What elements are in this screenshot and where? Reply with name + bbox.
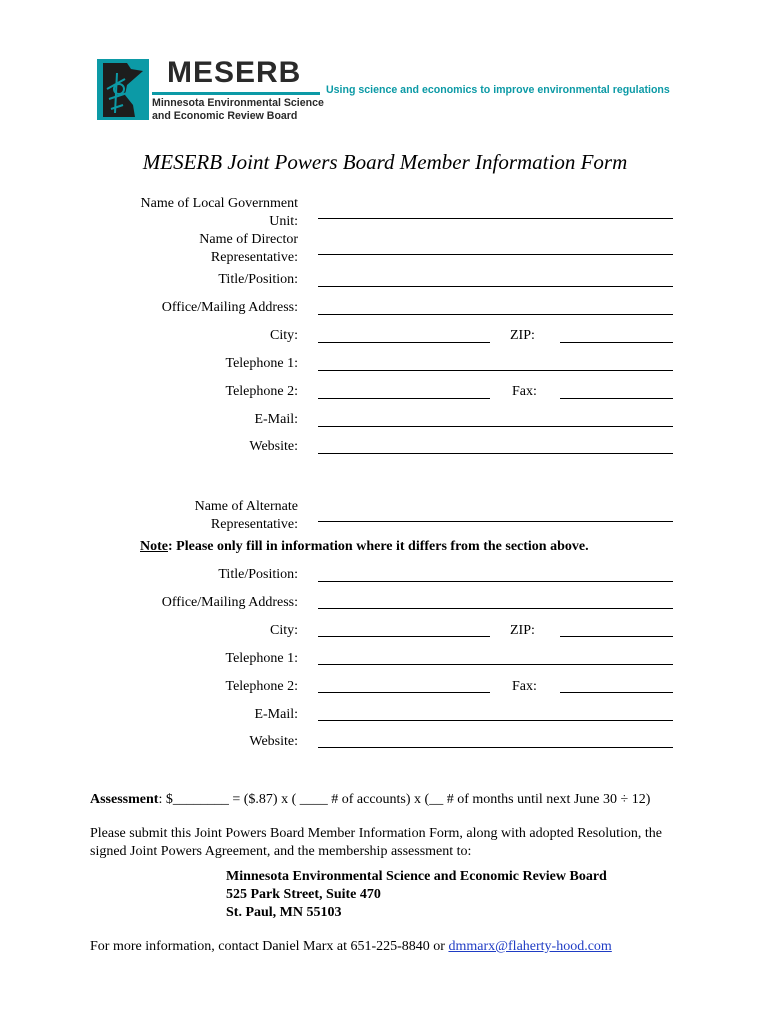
city-label: City: [269, 328, 298, 343]
minnesota-map-icon [97, 59, 149, 120]
logo-subtitle-line2: and Economic Review Board [152, 110, 298, 122]
logo-wordmark: MESERB [167, 56, 302, 89]
phone2-label: Telephone 2: [225, 384, 298, 399]
title-label: Title/Position: [218, 272, 298, 287]
contact-email-link[interactable]: dmmarx@flaherty-hood.com [448, 939, 612, 954]
email-label: E-Mail: [254, 412, 298, 427]
logo-mark [97, 59, 149, 120]
page-title: MESERB Joint Powers Board Member Information Form [142, 150, 628, 174]
alt-phone1-field[interactable] [318, 664, 673, 665]
alternate-label-line2: Representative: [210, 517, 298, 532]
phone2-field[interactable] [318, 398, 490, 399]
alt-email-label: E-Mail: [254, 707, 298, 722]
website-field[interactable] [318, 453, 673, 454]
note-text: : Please only fill in information where it differs from the section above. [168, 539, 589, 554]
alt-fax-field[interactable] [560, 692, 673, 693]
alt-website-field[interactable] [318, 747, 673, 748]
contact-line [90, 939, 612, 955]
alt-email-field[interactable] [318, 720, 673, 721]
fax-label: Fax: [512, 384, 537, 399]
alternate-label [195, 498, 298, 534]
address-field[interactable] [318, 314, 673, 315]
logo-subtitle-line1: Minnesota Environmental Science [152, 97, 324, 109]
alt-phone2-label: Telephone 2: [225, 679, 298, 694]
alt-address-label: Office/Mailing Address: [161, 595, 298, 610]
website-label: Website: [249, 439, 298, 454]
email-field[interactable] [318, 426, 673, 427]
alt-zip-field[interactable] [560, 636, 673, 637]
assessment-formula: : $________ = ($.87) x ( ____ # of accounts) x (__ # of months until next June 30 ÷ 12) [158, 792, 651, 807]
alternate-label-line1: Name of Alternate [194, 499, 298, 514]
alt-city-field[interactable] [318, 636, 490, 637]
fax-field[interactable] [560, 398, 673, 399]
alt-title-field[interactable] [318, 581, 673, 582]
mailing-address-line2: 525 Park Street, Suite 470 [226, 887, 381, 902]
title-field[interactable] [318, 286, 673, 287]
alt-phone2-field[interactable] [318, 692, 490, 693]
local-gov-label-line1: Name of Local Government [140, 196, 298, 211]
alternate-field[interactable] [318, 521, 673, 522]
note [140, 539, 589, 555]
note-prefix: Note [140, 539, 168, 554]
director-label [199, 231, 298, 267]
contact-text: For more information, contact Daniel Marx at 651-225-8840 or [90, 939, 449, 954]
alt-city-label: City: [269, 623, 298, 638]
phone1-label: Telephone 1: [225, 356, 298, 371]
director-label-line2: Representative: [210, 250, 298, 265]
local-gov-label [141, 195, 298, 231]
alt-address-field[interactable] [318, 608, 673, 609]
assessment-line [90, 792, 650, 808]
zip-field[interactable] [560, 342, 673, 343]
director-field[interactable] [318, 254, 673, 255]
phone1-field[interactable] [318, 370, 673, 371]
instructions: Please submit this Joint Powers Board Member Information Form, along with adopted Resolution, the signed Joint Powers Agreement, and the membership assessment to: [90, 826, 662, 859]
director-label-line1: Name of Director [199, 232, 298, 247]
address-label: Office/Mailing Address: [161, 300, 298, 315]
local-gov-field[interactable] [318, 218, 673, 219]
zip-label: ZIP: [510, 328, 535, 343]
alt-zip-label: ZIP: [510, 623, 535, 638]
alt-title-label: Title/Position: [218, 567, 298, 582]
local-gov-label-line2: Unit: [269, 214, 298, 229]
mailing-address-line3: St. Paul, MN 55103 [226, 905, 342, 920]
alt-phone1-label: Telephone 1: [225, 651, 298, 666]
logo-rule [152, 92, 320, 95]
mailing-address-line1: Minnesota Environmental Science and Economic Review Board [226, 869, 607, 884]
assessment-label: Assessment [90, 792, 159, 807]
city-field[interactable] [318, 342, 490, 343]
alt-fax-label: Fax: [512, 679, 537, 694]
alt-website-label: Website: [249, 734, 298, 749]
logo-subtitle [152, 97, 324, 123]
mailing-address [226, 868, 607, 922]
tagline: Using science and economics to improve environmental regulations [326, 84, 670, 96]
